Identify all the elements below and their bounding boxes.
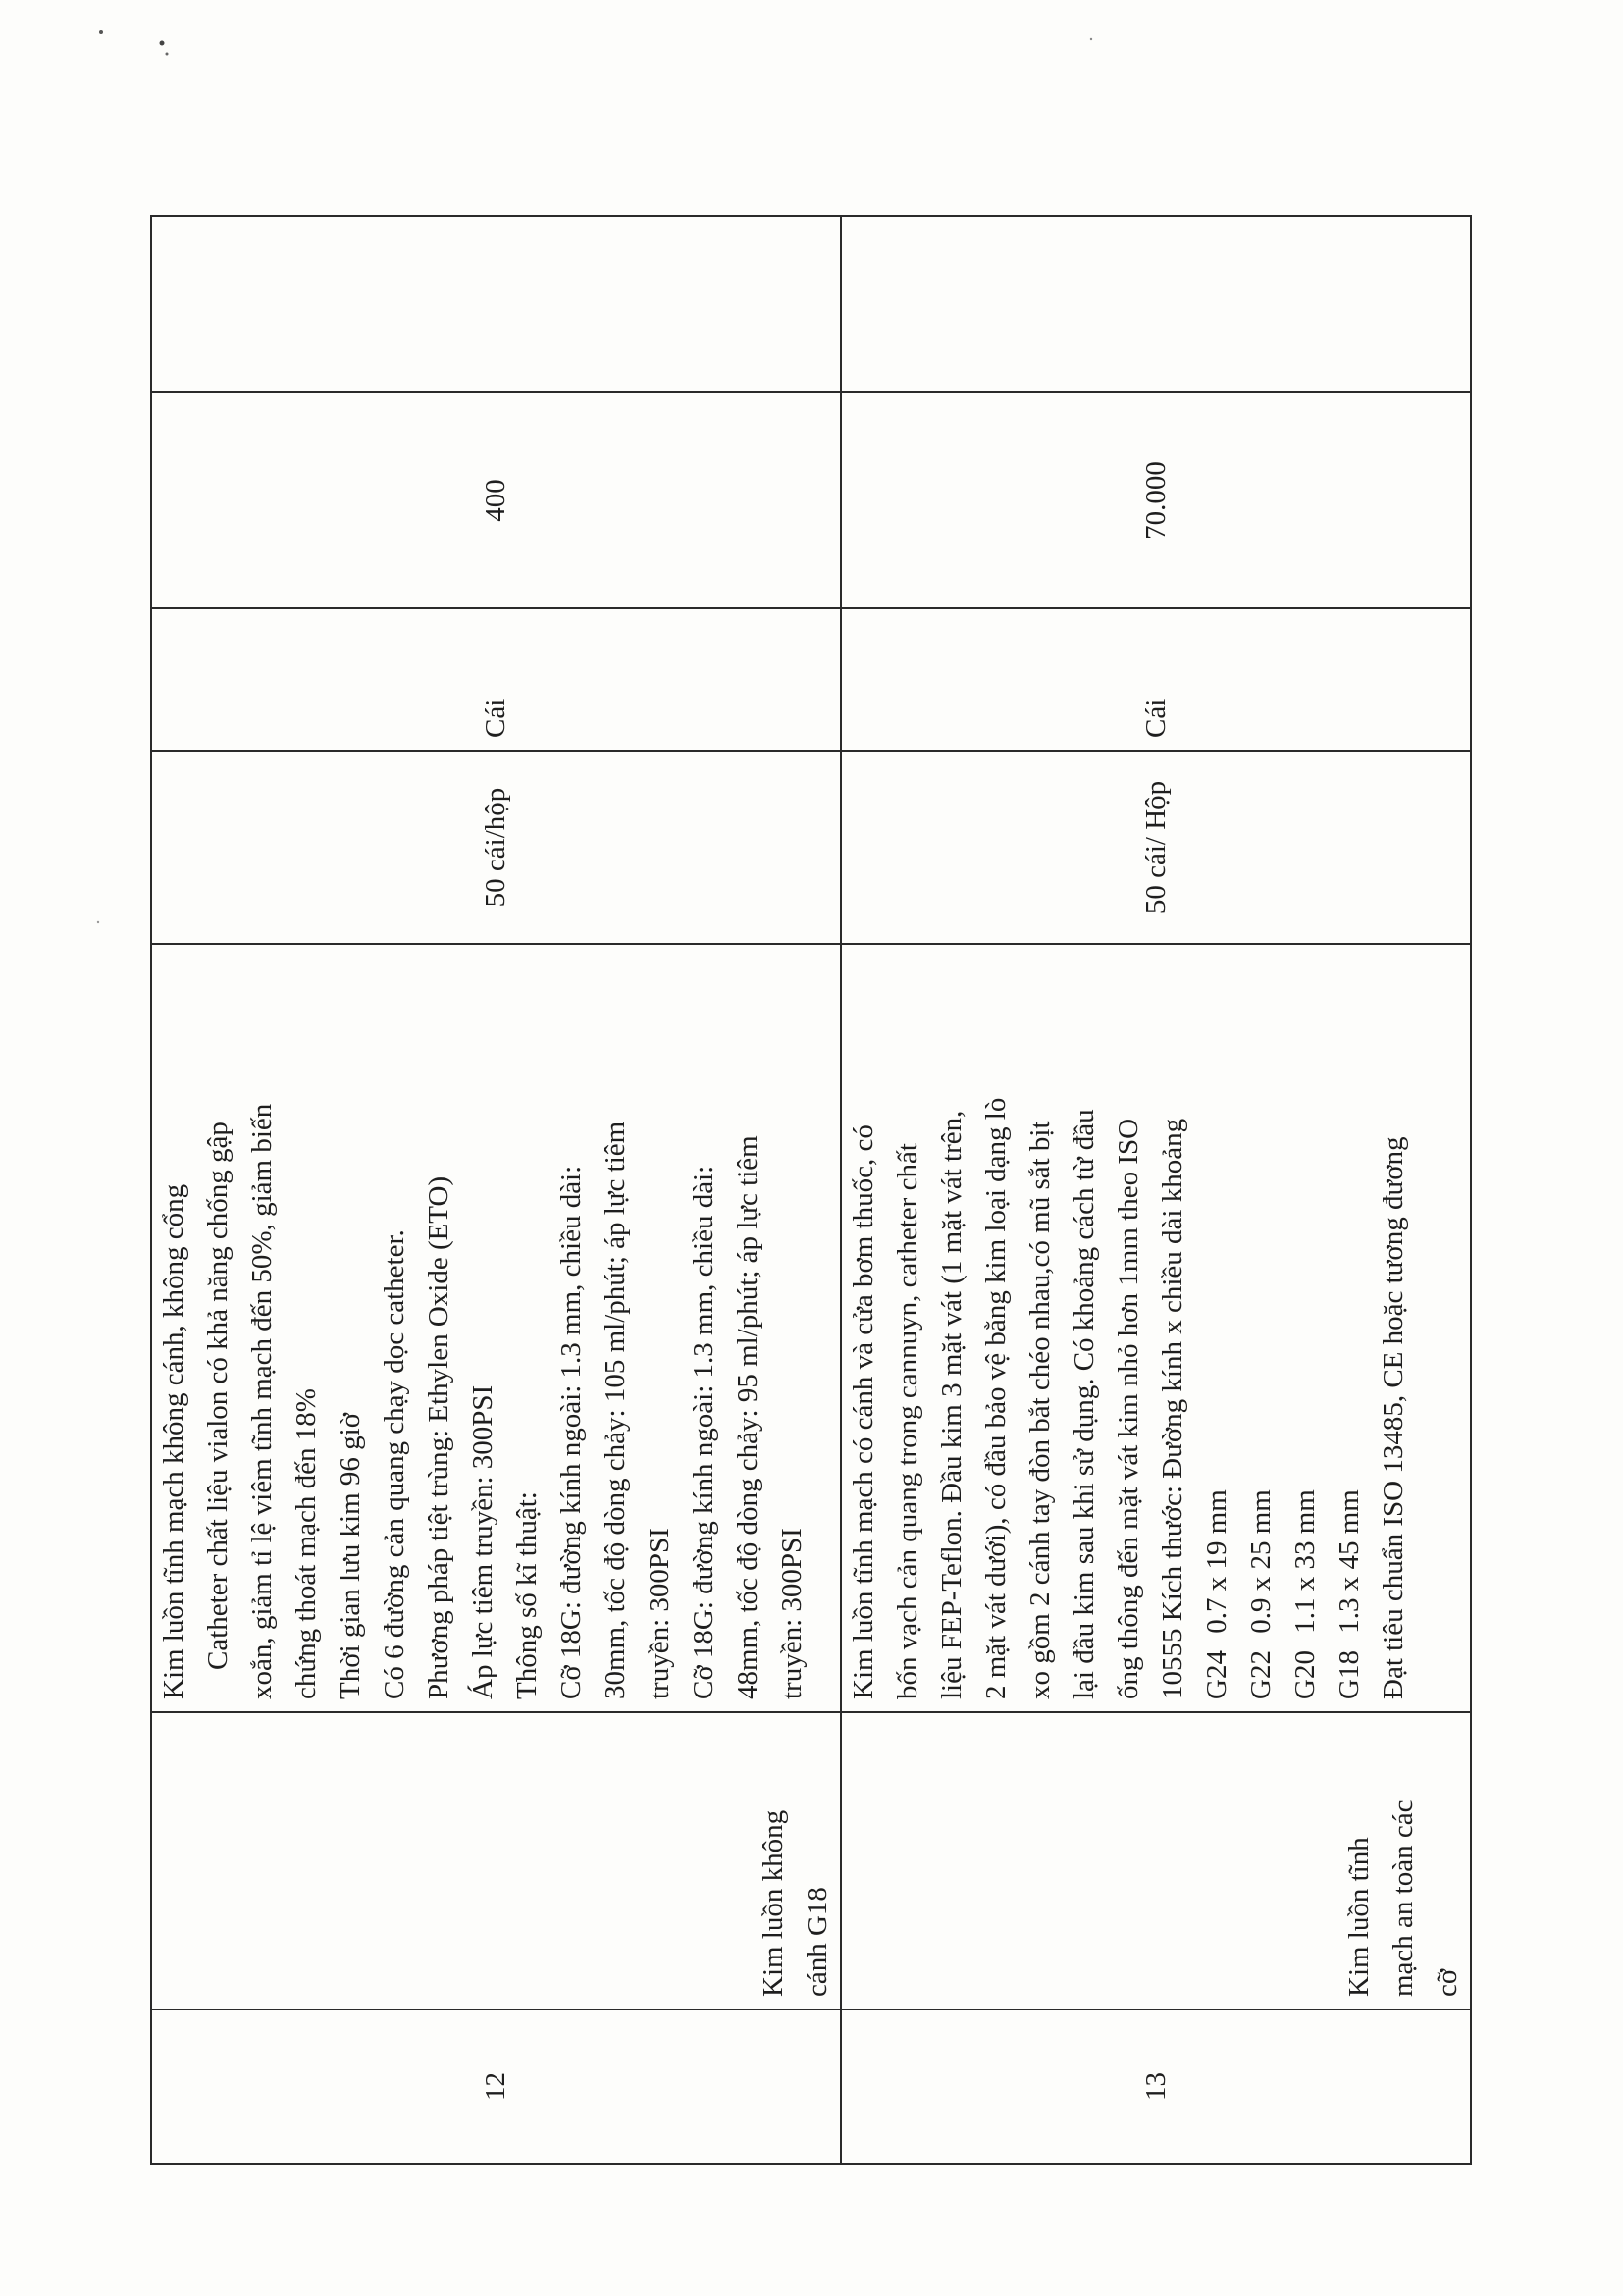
- spec-line: Có 6 đường cản quang chạy dọc catheter.: [379, 1229, 410, 1699]
- size-line: [1283, 957, 1328, 1699]
- note: [841, 216, 1471, 392]
- spec-line: Thời gian lưu kim 96 giờ: [335, 1412, 366, 1699]
- spec-line: liệu FEP-Teflon. Đầu kim 3 mặt vát (1 mặt vát trên,: [936, 1110, 968, 1699]
- product-name: [151, 1712, 841, 2009]
- spec-line: Cỡ 18G: đường kính ngoài: 1.3 mm, chiều dài:: [688, 1165, 719, 1699]
- product-name: [841, 1712, 1471, 2009]
- product-spec: [841, 944, 1471, 1712]
- spec-table: [150, 215, 1472, 2165]
- spec-line: Cỡ 18G: đường kính ngoài: 1.3 mm, chiều dài:: [555, 1165, 587, 1699]
- spec-line: 2 mặt vát dưới), có đầu bảo vệ bằng kim loại dạng lò: [980, 1097, 1012, 1699]
- spec-line: xo gồm 2 cánh tay đòn bắt chéo nhau,có mũ sắt bịt: [1024, 1121, 1056, 1699]
- size-line: [1195, 957, 1239, 1699]
- unit: Cái: [151, 608, 841, 751]
- spec-line: Thông số kĩ thuật:: [511, 1491, 543, 1699]
- name-line: cỡ: [1432, 1968, 1463, 1997]
- spec-line: 10555 Kích thước: Đường kính x chiều dài khoảng: [1157, 1118, 1188, 1699]
- spec-line: Kim luồn tĩnh mạch không cánh, không cổng: [158, 1183, 189, 1699]
- name-line: Kim luồn không: [758, 1809, 789, 1997]
- table-row-12: [151, 216, 841, 2164]
- spec-line: Áp lực tiêm truyền: 300PSI: [467, 1384, 498, 1699]
- spec-line: Kim luồn tĩnh mạch có cánh và cửa bơm thuốc, có: [848, 1124, 879, 1699]
- name-line: cánh G18: [802, 1887, 833, 1997]
- quantity: 70.000: [841, 392, 1471, 608]
- size-gauge: G20: [1289, 1650, 1321, 1699]
- row-number: 13: [841, 2009, 1471, 2164]
- size-dim: 0.9 x 25 mm: [1245, 1489, 1277, 1634]
- spec-line: Catheter chất liệu vialon có khả năng chống gập: [202, 1122, 234, 1670]
- spec-line: chứng thoát mạch đến 18%: [290, 1388, 322, 1699]
- size-gauge: G18: [1334, 1650, 1365, 1699]
- standard-line: Đạt tiêu chuẩn ISO 13485, CE hoặc tương đương: [1378, 1136, 1409, 1699]
- packaging: 50 cái/ Hộp: [841, 751, 1471, 944]
- spec-line: 30mm, tốc độ dòng chảy: 105 ml/phút; áp lực tiêm: [600, 1121, 631, 1699]
- spec-line: truyền: 300PSI: [776, 1528, 808, 1699]
- spec-line: bốn vạch cản quang trong cannuyn, catheter chất: [892, 1143, 923, 1699]
- quantity: 400: [151, 392, 841, 608]
- spec-line: ống thông đến mặt vát kim nhỏ hơn 1mm theo ISO: [1113, 1118, 1144, 1699]
- size-line: [1328, 957, 1372, 1699]
- spec-line: lại đầu kim sau khi sử dụng. Có khoảng cách từ đầu: [1069, 1109, 1100, 1699]
- size-dim: 1.1 x 33 mm: [1289, 1489, 1321, 1634]
- spec-line: 48mm, tốc độ dòng chảy: 95 ml/phút; áp lực tiêm: [732, 1135, 763, 1699]
- spec-line: truyền: 300PSI: [644, 1528, 675, 1699]
- size-gauge: G22: [1245, 1650, 1277, 1699]
- unit: Cái: [841, 608, 1471, 751]
- table-row-13: [841, 216, 1471, 2164]
- size-gauge: G24: [1201, 1650, 1232, 1699]
- name-line: mạch an toàn các: [1387, 1800, 1419, 1997]
- product-spec: [151, 944, 841, 1712]
- size-line: [1239, 957, 1283, 1699]
- spec-line: xoắn, giảm tỉ lệ viêm tĩnh mạch đến 50%, giảm biến: [246, 1103, 278, 1699]
- rotated-page: [150, 217, 1470, 2165]
- size-dim: 1.3 x 45 mm: [1334, 1489, 1365, 1634]
- name-line: Kim luồn tĩnh: [1343, 1837, 1375, 1997]
- row-number: 12: [151, 2009, 841, 2164]
- spec-line: Phương pháp tiệt trùng: Ethylen Oxide (ETO): [423, 1175, 454, 1699]
- packaging: 50 cái/hộp: [151, 751, 841, 944]
- size-dim: 0.7 x 19 mm: [1201, 1489, 1232, 1634]
- note: [151, 216, 841, 392]
